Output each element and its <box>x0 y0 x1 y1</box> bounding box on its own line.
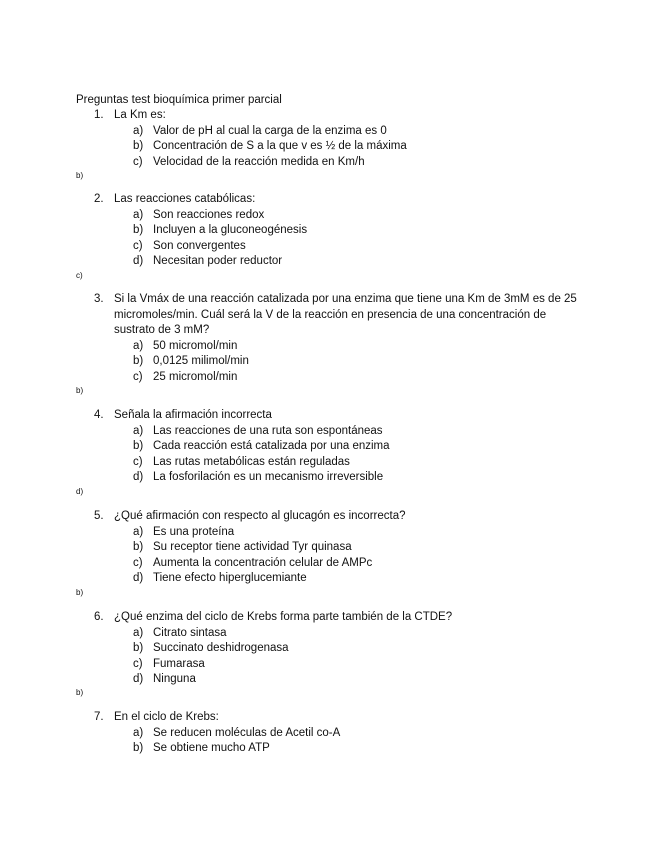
answer-mark: c) <box>76 271 83 280</box>
option-item <box>0 339 655 355</box>
option-letter: b) <box>133 224 144 237</box>
option-item <box>0 525 655 541</box>
question-7 <box>0 710 655 757</box>
answer-mark: b) <box>76 588 84 597</box>
option-letter: a) <box>133 339 144 352</box>
option-item <box>0 139 655 155</box>
question-number: 6. <box>94 611 104 623</box>
option-letter: d) <box>133 673 144 686</box>
option-text: Es una proteína <box>153 525 235 538</box>
option-text: Su receptor tiene actividad Tyr quinasa <box>153 541 352 554</box>
option-letter: c) <box>133 556 143 569</box>
option-item <box>0 470 655 486</box>
option-item <box>0 223 655 239</box>
question-6 <box>0 610 655 688</box>
option-item <box>0 155 655 171</box>
answer-mark: b) <box>76 171 84 180</box>
option-letter: a) <box>133 525 144 538</box>
question-number: 4. <box>94 409 104 421</box>
option-letter: a) <box>133 626 144 639</box>
option-letter: a) <box>133 124 144 137</box>
option-text: Se obtiene mucho ATP <box>153 742 270 755</box>
question-5 <box>0 509 655 587</box>
question-number: 3. <box>94 293 104 305</box>
option-text: Las rutas metabólicas están reguladas <box>153 455 350 468</box>
option-text: 50 micromol/min <box>153 339 238 352</box>
option-letter: b) <box>133 355 144 368</box>
option-item <box>0 571 655 587</box>
option-item <box>0 657 655 673</box>
option-item <box>0 370 655 386</box>
option-text: 25 micromol/min <box>153 370 238 383</box>
option-item <box>0 354 655 370</box>
option-text: Aumenta la concentración celular de AMPc <box>153 556 373 569</box>
option-text: Son reacciones redox <box>153 208 265 221</box>
option-letter: b) <box>133 742 144 755</box>
option-letter: d) <box>133 471 144 484</box>
option-letter: c) <box>133 455 143 468</box>
question-number: 2. <box>94 193 104 205</box>
option-text: Succinato deshidrogenasa <box>153 642 289 655</box>
option-text: Tiene efecto hiperglucemiante <box>153 572 307 585</box>
option-item <box>0 672 655 688</box>
option-letter: b) <box>133 642 144 655</box>
question-4 <box>0 408 655 486</box>
option-text: Citrato sintasa <box>153 626 227 639</box>
option-letter: c) <box>133 155 143 168</box>
question-text: ¿Qué enzima del ciclo de Krebs forma parte también de la CTDE? <box>114 611 453 623</box>
answer-mark: b) <box>76 386 84 395</box>
option-text: Cada reacción está catalizada por una enzima <box>153 440 390 453</box>
option-letter: a) <box>133 424 144 437</box>
option-item <box>0 455 655 471</box>
answer-mark: b) <box>76 688 84 697</box>
answer-mark: d) <box>76 487 84 496</box>
option-text: Velocidad de la reacción medida en Km/h <box>153 155 365 168</box>
question-number: 5. <box>94 510 104 522</box>
option-item <box>0 424 655 440</box>
option-letter: b) <box>133 541 144 554</box>
option-item <box>0 726 655 742</box>
question-text: Las reacciones catabólicas: <box>114 193 256 205</box>
option-letter: c) <box>133 657 143 670</box>
option-item <box>0 239 655 255</box>
question-text: Señala la afirmación incorrecta <box>114 409 272 421</box>
option-item <box>0 254 655 270</box>
option-item <box>0 124 655 140</box>
question-number: 1. <box>94 109 104 121</box>
option-text: 0,0125 milimol/min <box>153 355 249 368</box>
option-item <box>0 208 655 224</box>
question-2 <box>0 192 655 270</box>
option-item <box>0 626 655 642</box>
option-text: Incluyen a la gluconeogénesis <box>153 224 308 237</box>
option-text: Concentración de S a la que v es ½ de la máxima <box>153 140 407 153</box>
option-text: Se reducen moléculas de Acetil co-A <box>153 726 341 739</box>
question-1 <box>0 108 655 170</box>
option-item <box>0 641 655 657</box>
option-text: Necesitan poder reductor <box>153 255 283 268</box>
option-text: Ninguna <box>153 673 196 686</box>
option-item <box>0 540 655 556</box>
option-letter: a) <box>133 208 144 221</box>
option-letter: d) <box>133 572 144 585</box>
option-text: Valor de pH al cual la carga de la enzima es 0 <box>153 124 387 137</box>
option-text: La fosforilación es un mecanismo irreversible <box>153 471 384 484</box>
question-text: La Km es: <box>114 109 166 121</box>
option-letter: b) <box>133 440 144 453</box>
question-text: Si la Vmáx de una reacción catalizada por una enzima que tiene una Km de 3mM es de 25 micromoles/min. Cuál será la V de la reacción en presencia de una concentración de sustrato de 3 mM? <box>114 293 577 337</box>
option-item <box>0 741 655 757</box>
question-number: 7. <box>94 711 104 723</box>
option-text: Las reacciones de una ruta son espontáneas <box>153 424 383 437</box>
document-title: Preguntas test bioquímica primer parcial <box>76 94 282 106</box>
option-letter: b) <box>133 140 144 153</box>
option-letter: c) <box>133 239 143 252</box>
option-letter: c) <box>133 370 143 383</box>
question-3 <box>0 292 655 386</box>
option-text: Fumarasa <box>153 657 205 670</box>
option-letter: d) <box>133 255 144 268</box>
option-text: Son convergentes <box>153 239 246 252</box>
question-text: En el ciclo de Krebs: <box>114 711 219 723</box>
option-item <box>0 439 655 455</box>
option-letter: a) <box>133 726 144 739</box>
question-text: ¿Qué afirmación con respecto al glucagón es incorrecta? <box>114 510 406 522</box>
option-item <box>0 556 655 572</box>
